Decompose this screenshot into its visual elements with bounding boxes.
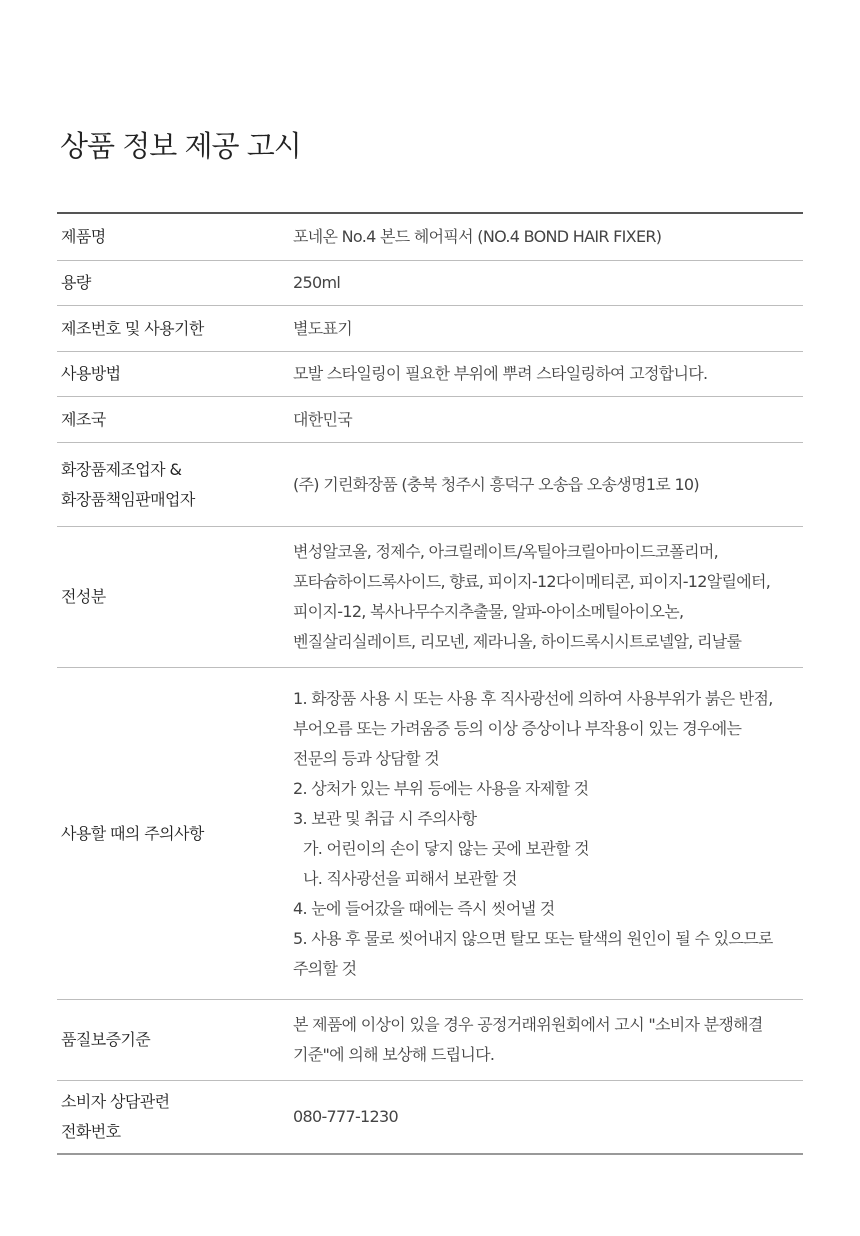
table-row-consumer-phone	[57, 1081, 803, 1155]
value-line: 본 제품에 이상이 있을 경우 공정거래위원회에서 고시 "소비자 분쟁해결	[293, 1015, 763, 1034]
row-label: 소비자 상담관련 전화번호	[61, 1092, 170, 1141]
row-value	[293, 537, 803, 657]
row-label: 품질보증기준	[61, 1030, 151, 1049]
value-line: 전문의 등과 상담할 것	[293, 748, 439, 768]
row-label: 사용할 때의 주의사항	[61, 823, 204, 843]
row-label: 제조번호 및 사용기한	[61, 318, 204, 338]
value-line: 포타슘하이드록사이드, 향료, 피이지-12다이메티콘, 피이지-12알릴에터,	[293, 572, 771, 591]
row-value	[293, 314, 803, 344]
page-title: 상품 정보 제공 고시	[60, 129, 301, 163]
value-line: 5. 사용 후 물로 씻어내지 않으면 탈모 또는 탈색의 원인이 될 수 있으므로	[293, 928, 773, 948]
row-value	[293, 1010, 803, 1070]
row-value	[293, 405, 803, 435]
table-row-lot-expiry	[57, 306, 803, 352]
value-line: 4. 눈에 들어갔을 때에는 즉시 씻어낼 것	[293, 898, 555, 918]
row-value	[293, 222, 803, 252]
product-info-table	[57, 212, 803, 1155]
value-line: 변성알코올, 정제수, 아크릴레이트/옥틸아크릴아마이드코폴리머,	[293, 542, 719, 561]
value-line: 대한민국	[293, 409, 353, 429]
row-label: 화장품제조업자 & 화장품책임판매업자	[61, 459, 195, 509]
value-line: 벤질살리실레이트, 리모넨, 제라니올, 하이드록시시트로넬알, 리날룰	[293, 632, 742, 651]
row-value	[293, 268, 803, 298]
table-row-quality-standard	[57, 1000, 803, 1081]
value-line: 나. 직사광선을 피해서 보관할 것	[303, 868, 517, 888]
value-line: 080-777-1230	[293, 1107, 398, 1126]
row-value	[293, 684, 803, 984]
value-line: 별도표기	[293, 318, 353, 338]
table-row-precautions	[57, 668, 803, 1000]
table-row-ingredients	[57, 527, 803, 668]
row-label: 제품명	[61, 227, 106, 246]
table-row-country	[57, 397, 803, 443]
row-value	[293, 470, 803, 500]
table-row-product-name	[57, 214, 803, 261]
value-line: 주의할 것	[293, 958, 357, 978]
table-row-usage	[57, 352, 803, 397]
row-value	[293, 359, 803, 389]
value-line: 가. 어린이의 손이 닿지 않는 곳에 보관할 것	[303, 838, 589, 858]
value-line: 3. 보관 및 취급 시 주의사항	[293, 808, 477, 828]
table-row-manufacturer	[57, 443, 803, 527]
row-label: 용량	[61, 273, 91, 292]
value-line: 1. 화장품 사용 시 또는 사용 후 직사광선에 의하여 사용부위가 붉은 반점,	[293, 688, 773, 708]
row-label: 제조국	[61, 409, 106, 429]
value-line: 모발 스타일링이 필요한 부위에 뿌려 스타일링하여 고정합니다.	[293, 364, 708, 383]
value-line: (주) 기린화장품 (충북 청주시 흥덕구 오송읍 오송생명1로 10)	[293, 474, 699, 494]
value-line: 포네온 No.4 본드 헤어픽서 (NO.4 BOND HAIR FIXER)	[293, 227, 662, 246]
table-row-capacity	[57, 261, 803, 306]
value-line: 250ml	[293, 273, 341, 292]
value-line: 부어오름 또는 가려움증 등의 이상 증상이나 부작용이 있는 경우에는	[293, 718, 742, 738]
row-value	[293, 1102, 803, 1132]
value-line: 기준"에 의해 보상해 드립니다.	[293, 1045, 495, 1064]
row-label: 사용방법	[61, 364, 121, 383]
row-label: 전성분	[61, 587, 106, 606]
value-line: 피이지-12, 복사나무수지추출물, 알파-아이소메틸아이오논,	[293, 602, 684, 621]
value-line: 2. 상처가 있는 부위 등에는 사용을 자제할 것	[293, 778, 589, 798]
